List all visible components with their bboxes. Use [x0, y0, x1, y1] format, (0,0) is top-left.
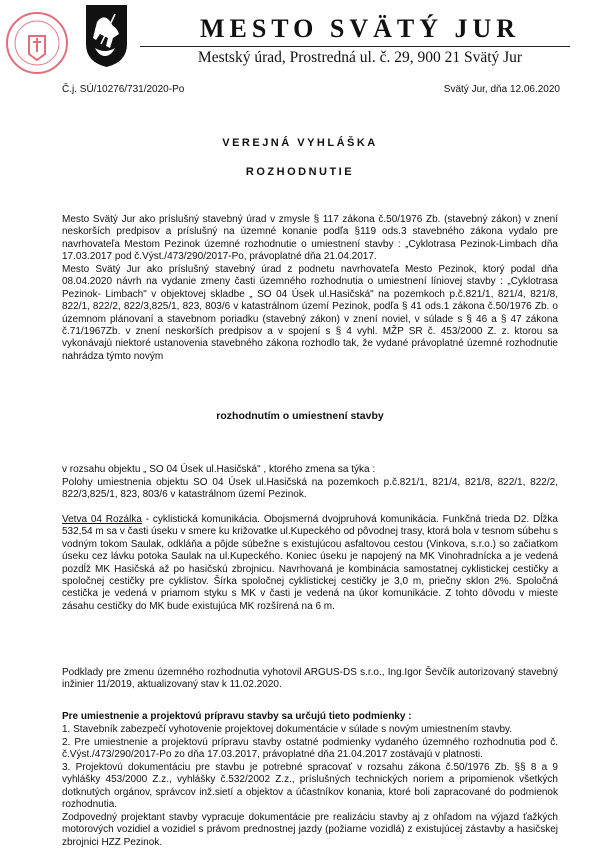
paragraph-location: Polohy umiestnenia objektu SO 04 Úsek ul.Hasičská na pozemkoch p.č.821/1, 821/4, 821/8, 822/1, 822/2, 822/3,825/1, 823, 803/6 v katastrálnom území Pezinok. — [62, 477, 558, 501]
municipality-title: MESTO SVÄTÝ JUR — [199, 14, 521, 43]
paragraph-documents: Podklady pre zmenu územného rozhodnutia vyhotovil ARGUS-DS s.r.o., Ing.Igor Ševčík autorizovaný stavebný inžinier 11/2019, aktualizovaný stav k 11.02.2020. — [62, 667, 558, 691]
paragraph-proposal: Mesto Svätý Jur ako príslušný stavebný úrad z podnetu navrhovateľa Mesto Pezinok, ktorý podal dňa 08.04.2020 návrh na vydanie zmeny časti územného rozhodnutia o umiestnení líniovej stavby : „Cyklotrasa Pezinok- Limbach" v objektovej skladbe „ SO 04 Úsek ul.Hasičská" na pozemkoch p.č.821/1, 821/4, 821/8, 822/1, 822/2, 822/3,825/1, 823, 803/6 v katastrálnom území Pezinok, podľa § 41 ods.1 zákona č.50/1976 Zb. o územnom plánovaní a stavebnom poriadku (stavebný zákon) v znení noviel, v súlade s § 46 a § 47 zákona č.71/1967Zb. v znení neskorších predpisov a v spojení s § 4 vyhl. MŽP SR č. 453/2000 Z. z. ktorou sa vykonávajú niektoré ustanovenia stavebného zákona rozhodlo tak, že vydané právoplatné územné rozhodnutie nahrádza týmto novým — [62, 264, 558, 362]
header-divider — [140, 46, 570, 47]
condition-2: 2. Pre umiestnenie a projektovú prípravu stavby ostatné podmienky vydaného územného rozhodnutia pod č. č.Výst./473/290/2017-Po zo dňa 17.03.2017, právoplatné dňa 21.04.2017 zostávajú v platnosti. — [62, 737, 558, 761]
reference-number: Č.j. SÚ/10276/731/2020-Po — [62, 84, 185, 95]
branch-description: - cyklistická komunikácia. Obojsmerná dvojpruhová komunikácia. Funkčná trieda D2. Dĺžka 532,54 m sa v časti úseku v smere ku križovatke ul.Kupeckého od pôvodnej trasy, ktorá bola v tesnom súbehu s vodným tokom Saulak, odkláňa a pôjde súbežne s existujúcou asfaltovou cestou (Vinkova, s.r.o.) so začiatkom úseku cez lávku potoka Saulak na ul.Kupeckého. Koniec úseku je napojený na MK Vinohradnícka a je vedená pozdĺž MK Hasičská až po hasičskú zbrojnicu. Navrhovaná je kombinácia samostatnej cyklistickej cestičky a spoločnej cestičky pre cyklistov. Šírka spoločnej cyklistickej cestičky je 3,0 m, priečny sklon 2%. Spoločná cestička je vedená v priamom styku s MK v časti je vedená na úkor komunikácie. Z tohto dôvodu v mieste zásahu cestičky do MK bude existujúca MK rozšírená na 6 m. — [62, 514, 558, 612]
decision-heading: ROZHODNUTIE — [245, 166, 355, 178]
office-address: Mestský úrad, Prostredná ul. č. 29, 900 21 Svätý Jur — [197, 49, 523, 66]
paragraph-intro: Mesto Svätý Jur ako príslušný stavebný úrad v zmysle § 117 zákona č.50/1976 Zb. (stavebný zákon) v znení neskorších predpisov a príslušný na územné konanie podľa §119 ods.3 stavebného zákona vydalo pre navrhovateľa Mestom Pezinok územné rozhodnutie o umiestnení stavby : „Cyklotrasa Pezinok-Limbach dňa 17.03.2017 pod č.Výst./473/290/2017-Po, právoplatné dňa 21.04.2017. — [62, 214, 558, 263]
branch-label: Vetva 04 Rozálka — [62, 514, 142, 525]
condition-4: Zodpovedný projektant stavby vypracuje dokumentácie pre realizáciu stavby aj z ohľadom na výjazd ťažkých motorových vozidiel a vozidiel s právom prednostnej jazdy (požiarne vozidlá) z existujúcej zástavby a hasičskej zbrojnici HZZ Pezinok. — [62, 812, 558, 848]
condition-3: 3. Projektovú dokumentáciu pre stavbu je potrebné spracovať v rozsahu zákona č.50/1976 Zb. §§ 8 a 9 vyhlášky 453/2000 Z.z., vyhlášky č.532/2002 Z.z., príslušných technických noriem a pripomienok všetkých dotknutých orgánov, správcov inž.sietí a objektov a účastníkov konania, ktoré boli zapracované do podmienok rozhodnutia. — [62, 762, 558, 811]
coat-of-arms-icon — [85, 4, 128, 68]
paragraph-scope: v rozsahu objektu „ SO 04 Úsek ul.Hasičská" , ktorého zmena sa týka : — [62, 464, 376, 475]
condition-1: 1. Stavebník zabezpečí vyhotovenie projektovej dokumentácie v súlade s novým umiestnením stavby. — [62, 724, 513, 735]
conditions-title: Pre umiestnenie a projektovú prípravu stavby sa určujú tieto podmienky : — [62, 711, 412, 722]
place-date: Svätý Jur, dňa 12.06.2020 — [443, 84, 560, 95]
decision-subheading: rozhodnutím o umiestnení stavby — [216, 410, 384, 422]
official-stamp — [2, 8, 72, 78]
paragraph-branch — [62, 514, 558, 613]
notice-heading: VEREJNÁ VYHLÁŠKA — [222, 137, 378, 149]
